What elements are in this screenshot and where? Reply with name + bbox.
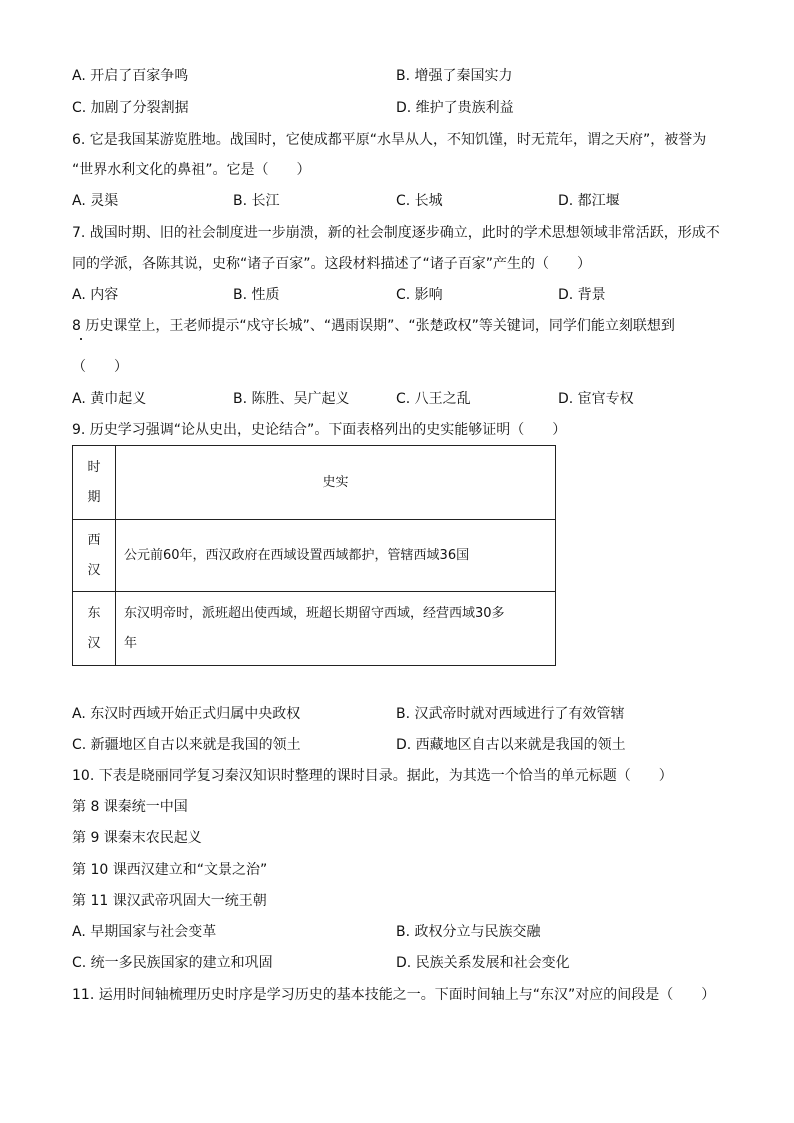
header-period-char: 期 (87, 489, 101, 505)
q8-option-d: D. 宦官专权 (558, 391, 634, 407)
q8-stem-line2: （ ） (72, 359, 128, 375)
q10-stem: 10. 下表是晓丽同学复习秦汉知识时整理的课时目录。据此，为其选一个恰当的单元标题（ ） (72, 768, 673, 784)
table-row (73, 520, 556, 592)
q6-option-a: A. 灵渠 (72, 193, 119, 209)
q6-option-d: D. 都江堰 (558, 193, 620, 209)
q7-stem-line2: 同的学派，各陈其说，史称“诸子百家”。这段材料描述了“诸子百家”产生的（ ） (72, 256, 592, 272)
table-header-row (73, 446, 556, 520)
header-fact-cell: 史实 (116, 446, 556, 520)
row-period-char: 东 (87, 605, 101, 621)
q9-option-c: C. 新疆地区自古以来就是我国的领土 (72, 737, 301, 753)
row-fact-cell (116, 592, 556, 666)
lesson-item: 第 10 课西汉建立和“文景之治” (72, 862, 268, 878)
q6-option-c: C. 长城 (396, 193, 443, 209)
q10-option-b: B. 政权分立与民族交融 (396, 924, 541, 940)
row-period-char: 汉 (87, 562, 101, 578)
q7-stem-line1: 7. 战国时期、旧的社会制度进一步崩溃，新的社会制度逐步确立，此时的学术思想领域非常活跃，形成不 (72, 225, 720, 241)
q7-option-c: C. 影响 (396, 287, 443, 303)
q11-stem: 11. 运用时间轴梳理历史时序是学习历史的基本技能之一。下面时间轴上与“东汉”对应的间段是（ ） (72, 987, 716, 1003)
history-facts-table (72, 445, 556, 666)
table-row (73, 592, 556, 666)
q8-option-a: A. 黄巾起义 (72, 391, 147, 407)
q7-option-a: A. 内容 (72, 287, 119, 303)
header-period-char: 时 (87, 459, 101, 475)
q7-option-b: B. 性质 (233, 287, 280, 303)
q5-option-b: B. 增强了秦国实力 (396, 68, 513, 84)
q10-option-a: A. 早期国家与社会变革 (72, 924, 217, 940)
q7-option-d: D. 背景 (558, 287, 606, 303)
lesson-item: 第 9 课秦末农民起义 (72, 830, 202, 846)
q6-stem-line1: 6. 它是我国某游览胜地。战国时，它使成都平原“水旱从人，不知饥馑，时无荒年，谓之天府”，被誉为 (72, 132, 707, 148)
q9-option-d: D. 西藏地区自古以来就是我国的领土 (396, 737, 626, 753)
q5-option-d: D. 维护了贵族利益 (396, 100, 514, 116)
row-period-char: 汉 (87, 635, 101, 651)
row-fact-cell (116, 520, 556, 592)
q8-option-c: C. 八王之乱 (396, 391, 471, 407)
row-period-cell (73, 520, 116, 592)
lesson-item: 第 11 课汉武帝巩固大一统王朝 (72, 893, 267, 909)
q6-option-b: B. 长江 (233, 193, 280, 209)
q8-option-b: B. 陈胜、吴广起义 (233, 391, 350, 407)
lesson-item: 第 8 课秦统一中国 (72, 799, 188, 815)
q5-option-c: C. 加剧了分裂割据 (72, 100, 189, 116)
q8-stem-line1: 8 历史课堂上，王老师提示“戍守长城”、“遇雨误期”、“张楚政权”等关键词，同学们能立刻联想到 (72, 318, 675, 334)
q6-stem-line2: “世界水利文化的鼻祖”。它是（ ） (72, 162, 311, 178)
q10-option-d: D. 民族关系发展和社会变化 (396, 955, 570, 971)
q9-option-b: B. 汉武帝时就对西域进行了有效管辖 (396, 706, 625, 722)
row-period-cell (73, 592, 116, 666)
row-fact-line: 公元前60年，西汉政府在西域设置西域都护，管辖西域36国 (124, 547, 470, 563)
q5-option-a: A. 开启了百家争鸣 (72, 68, 189, 84)
q9-option-a: A. 东汉时西域开始正式归属中央政权 (72, 706, 301, 722)
header-period-cell (73, 446, 116, 520)
row-fact-line: 年 (124, 635, 138, 651)
row-fact-line: 东汉明帝时，派班超出使西域，班超长期留守西域，经营西域30多 (124, 605, 505, 621)
q10-option-c: C. 统一多民族国家的建立和巩固 (72, 955, 273, 971)
q9-stem: 9. 历史学习强调“论从史出，史论结合”。下面表格列出的史实能够证明（ ） (72, 422, 567, 438)
row-period-char: 西 (87, 532, 101, 548)
stray-dot (80, 338, 82, 340)
